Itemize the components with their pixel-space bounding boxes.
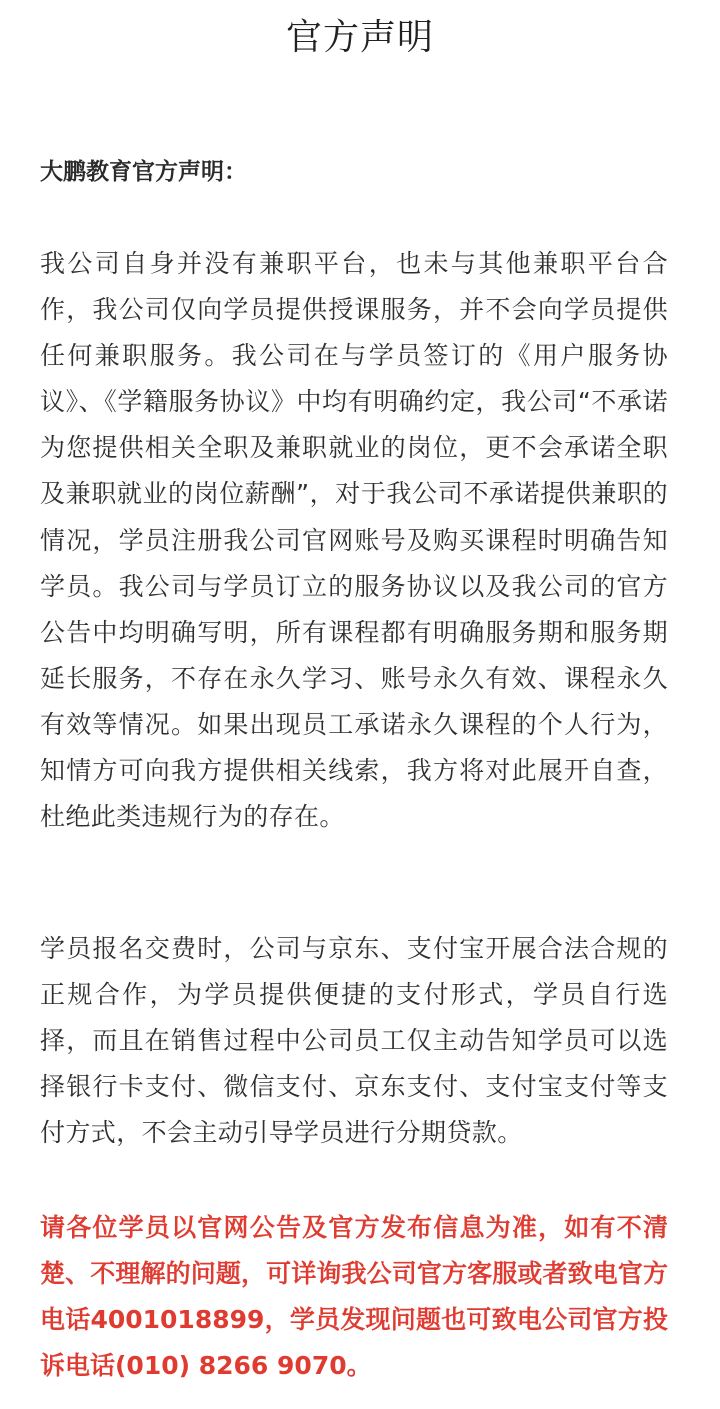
page-title: 官方声明	[285, 17, 434, 58]
contact-notice: 请各位学员以官网公告及官方发布信息为准，如有不清楚、不理解的问题，可详询我公司官方客服或者致电官方电话4001018899，学员发现问题也可致电公司官方投诉电话(010) 8266 9070。	[40, 1213, 668, 1381]
statement-paragraph-payment: 学员报名交费时，公司与京东、支付宝开展合法合规的正规合作，为学员提供便捷的支付形式，学员自行选择，而且在销售过程中公司员工仅主动告知学员可以选择银行卡支付、微信支付、京东支付、支付宝支付等支付方式，不会主动引导学员进行分期贷款。	[40, 934, 668, 1148]
statement-heading: 大鹏教育官方声明：	[40, 159, 247, 185]
statement-paragraph-part-time: 我公司自身并没有兼职平台，也未与其他兼职平台合作，我公司仅向学员提供授课服务，并不会向学员提供任何兼职服务。我公司在与学员签订的《用户服务协议》、《学籍服务协议》中均有明确约定，我公司“不承诺为您提供相关全职及兼职就业的岗位，更不会承诺全职及兼职就业的岗位薪酬”，对于我公司不承诺提供兼职的情况，学员注册我公司官网账号及购买课程时明确告知学员。我公司与学员订立的服务协议以及我公司的官方公告中均明确写明，所有课程都有明确服务期和服务期延长服务，不存在永久学习、账号永久有效、课程永久有效等情况。如果出现员工承诺永久课程的个人行为，知情方可向我方提供相关线索，我方将对此展开自查，杜绝此类违规行为的存在。	[40, 249, 668, 832]
